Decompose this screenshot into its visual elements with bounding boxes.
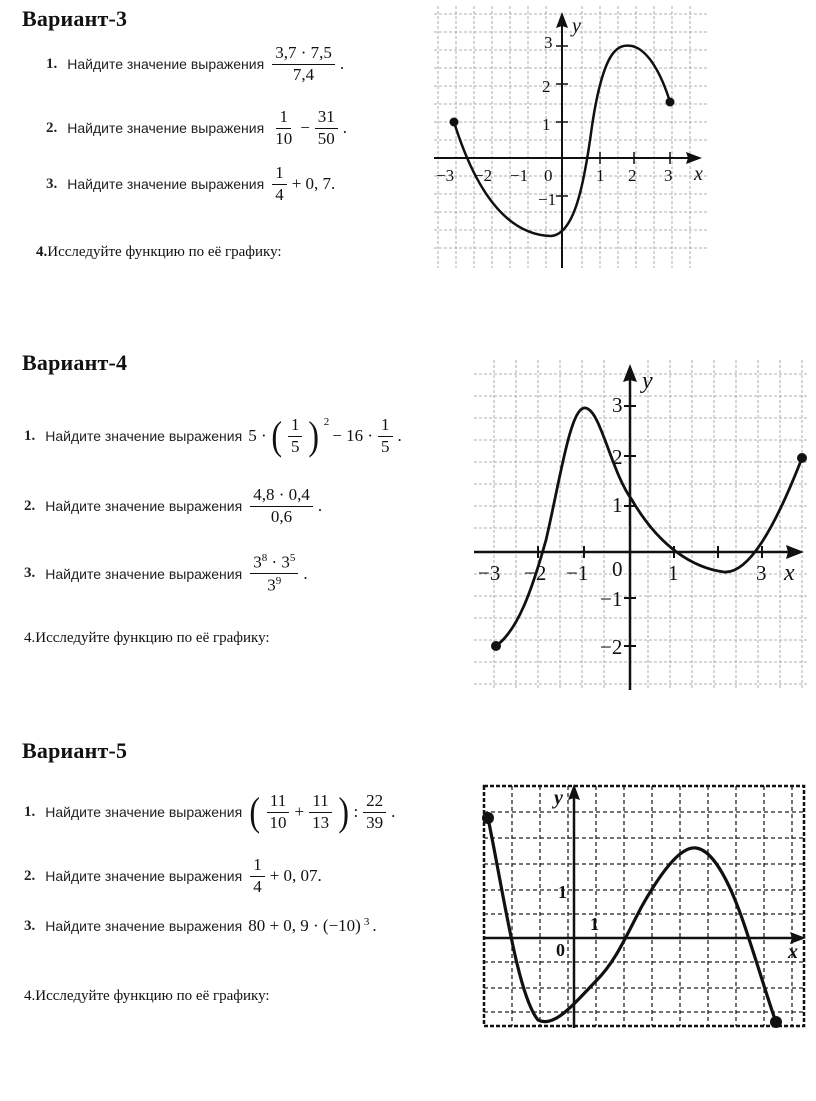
v5-task-1 bbox=[24, 789, 396, 835]
task-number: 2. bbox=[24, 867, 36, 884]
expression: $\frac{3^8 \cdot 3^5}{3^9}$ . bbox=[248, 552, 307, 596]
svg-text:2: 2 bbox=[628, 166, 637, 185]
task-number: 4. bbox=[36, 244, 48, 260]
task-text: Найдите значение выражения bbox=[67, 176, 265, 193]
svg-text:0: 0 bbox=[612, 557, 623, 581]
svg-text:1: 1 bbox=[596, 166, 605, 185]
endpoint bbox=[491, 641, 501, 651]
task-number: 1. bbox=[24, 803, 36, 820]
v4-task-1 bbox=[24, 413, 402, 459]
v3-task-4 bbox=[36, 244, 282, 261]
v4-task-2 bbox=[24, 486, 322, 526]
v4-task-4: 4.Исследуйте функцию по её графику: bbox=[24, 630, 270, 646]
expression: ( $\frac{11}{10}$ + $\frac{11}{13}$ ) : $\frac{22}{39}$ . bbox=[249, 789, 396, 835]
expression: $\frac{1}{4}$ + 0, 07. bbox=[248, 856, 322, 896]
v3-task-3 bbox=[46, 164, 335, 204]
svg-text:1: 1 bbox=[558, 882, 567, 902]
svg-text:−1: −1 bbox=[566, 561, 589, 585]
variant-4-title: Вариант-4 bbox=[22, 350, 128, 375]
task-number: 2. bbox=[46, 119, 58, 136]
svg-text:2: 2 bbox=[542, 77, 551, 96]
svg-text:−1: −1 bbox=[538, 190, 557, 209]
endpoint bbox=[450, 118, 459, 127]
task-number: 3. bbox=[24, 917, 36, 934]
function-curve bbox=[496, 408, 802, 646]
svg-text:3: 3 bbox=[756, 561, 767, 585]
v5-function-graph bbox=[476, 776, 810, 1044]
task-text: Исследуйте функцию по её графику: bbox=[47, 244, 282, 260]
svg-text:x: x bbox=[788, 941, 798, 963]
svg-text:y: y bbox=[572, 15, 581, 37]
v5-task-3 bbox=[24, 916, 377, 936]
svg-text:x: x bbox=[694, 163, 703, 185]
v4-function-graph bbox=[474, 360, 808, 690]
task-number: 1. bbox=[46, 55, 58, 72]
svg-text:−2: −2 bbox=[600, 635, 623, 659]
svg-text:2: 2 bbox=[612, 445, 623, 469]
svg-text:1: 1 bbox=[542, 115, 551, 134]
svg-text:−1: −1 bbox=[600, 587, 623, 611]
v3-task-1 bbox=[46, 44, 344, 84]
v5-task-2 bbox=[24, 856, 322, 896]
variant-3-title: Вариант-3 bbox=[22, 6, 128, 31]
expression: $\frac{3,7 \cdot 7,5}{7,4}$ . bbox=[270, 44, 344, 84]
expression: 80 + 0, 9 · (−10) $^3$ . bbox=[248, 916, 377, 935]
v4-task-3 bbox=[24, 552, 308, 596]
svg-text:1: 1 bbox=[590, 914, 599, 934]
task-number: 2. bbox=[24, 497, 36, 514]
svg-text:−2: −2 bbox=[474, 166, 493, 185]
svg-text:1: 1 bbox=[612, 493, 623, 517]
svg-text:1: 1 bbox=[668, 561, 679, 585]
expression: $\frac{1}{10}$ − $\frac{31}{50}$ . bbox=[275, 107, 348, 148]
v5-task-4: 4.Исследуйте функцию по её графику: bbox=[24, 988, 270, 1004]
expression: $\frac{4,8 \cdot 0,4}{0,6}$ . bbox=[248, 486, 322, 526]
task-text: Найдите значение выражения bbox=[45, 868, 243, 885]
svg-text:y: y bbox=[554, 787, 563, 809]
svg-text:0: 0 bbox=[544, 166, 553, 185]
task-text: Найдите значение выражения bbox=[45, 918, 243, 934]
expression: $\frac{1}{4}$ + 0, 7. bbox=[270, 164, 335, 204]
endpoint bbox=[482, 812, 494, 824]
svg-text:0: 0 bbox=[556, 940, 565, 960]
svg-text:−3: −3 bbox=[436, 166, 455, 185]
task-text: Найдите значение выражения bbox=[45, 565, 243, 582]
endpoint bbox=[666, 98, 675, 107]
v3-function-graph bbox=[434, 6, 708, 268]
svg-text:−1: −1 bbox=[510, 166, 529, 185]
task-number: 3. bbox=[46, 175, 58, 192]
svg-text:−3: −3 bbox=[478, 561, 501, 585]
svg-text:y: y bbox=[642, 368, 653, 394]
task-text: Найдите значение выражения bbox=[45, 804, 243, 821]
svg-text:3: 3 bbox=[612, 393, 623, 417]
svg-text:3: 3 bbox=[664, 166, 673, 185]
task-text: Найдите значение выражения bbox=[45, 498, 243, 515]
v3-task-2 bbox=[46, 108, 347, 148]
endpoint bbox=[770, 1016, 782, 1028]
svg-text:x: x bbox=[784, 560, 795, 586]
expression: 5 · ( $\frac{1}{5}$ ) $^2$ − 16 · $\frac{1}{5}$ . bbox=[248, 413, 402, 459]
svg-text:3: 3 bbox=[544, 33, 553, 52]
endpoint bbox=[797, 453, 807, 463]
task-number: 1. bbox=[24, 427, 36, 444]
function-curve bbox=[488, 818, 776, 1022]
task-number: 3. bbox=[24, 565, 36, 582]
task-text: Найдите значение выражения bbox=[67, 56, 265, 73]
svg-text:−2: −2 bbox=[524, 561, 547, 585]
variant-5-title: Вариант-5 bbox=[22, 738, 128, 763]
task-text: Найдите значение выражения bbox=[45, 428, 243, 445]
task-text: Найдите значение выражения bbox=[67, 120, 265, 137]
